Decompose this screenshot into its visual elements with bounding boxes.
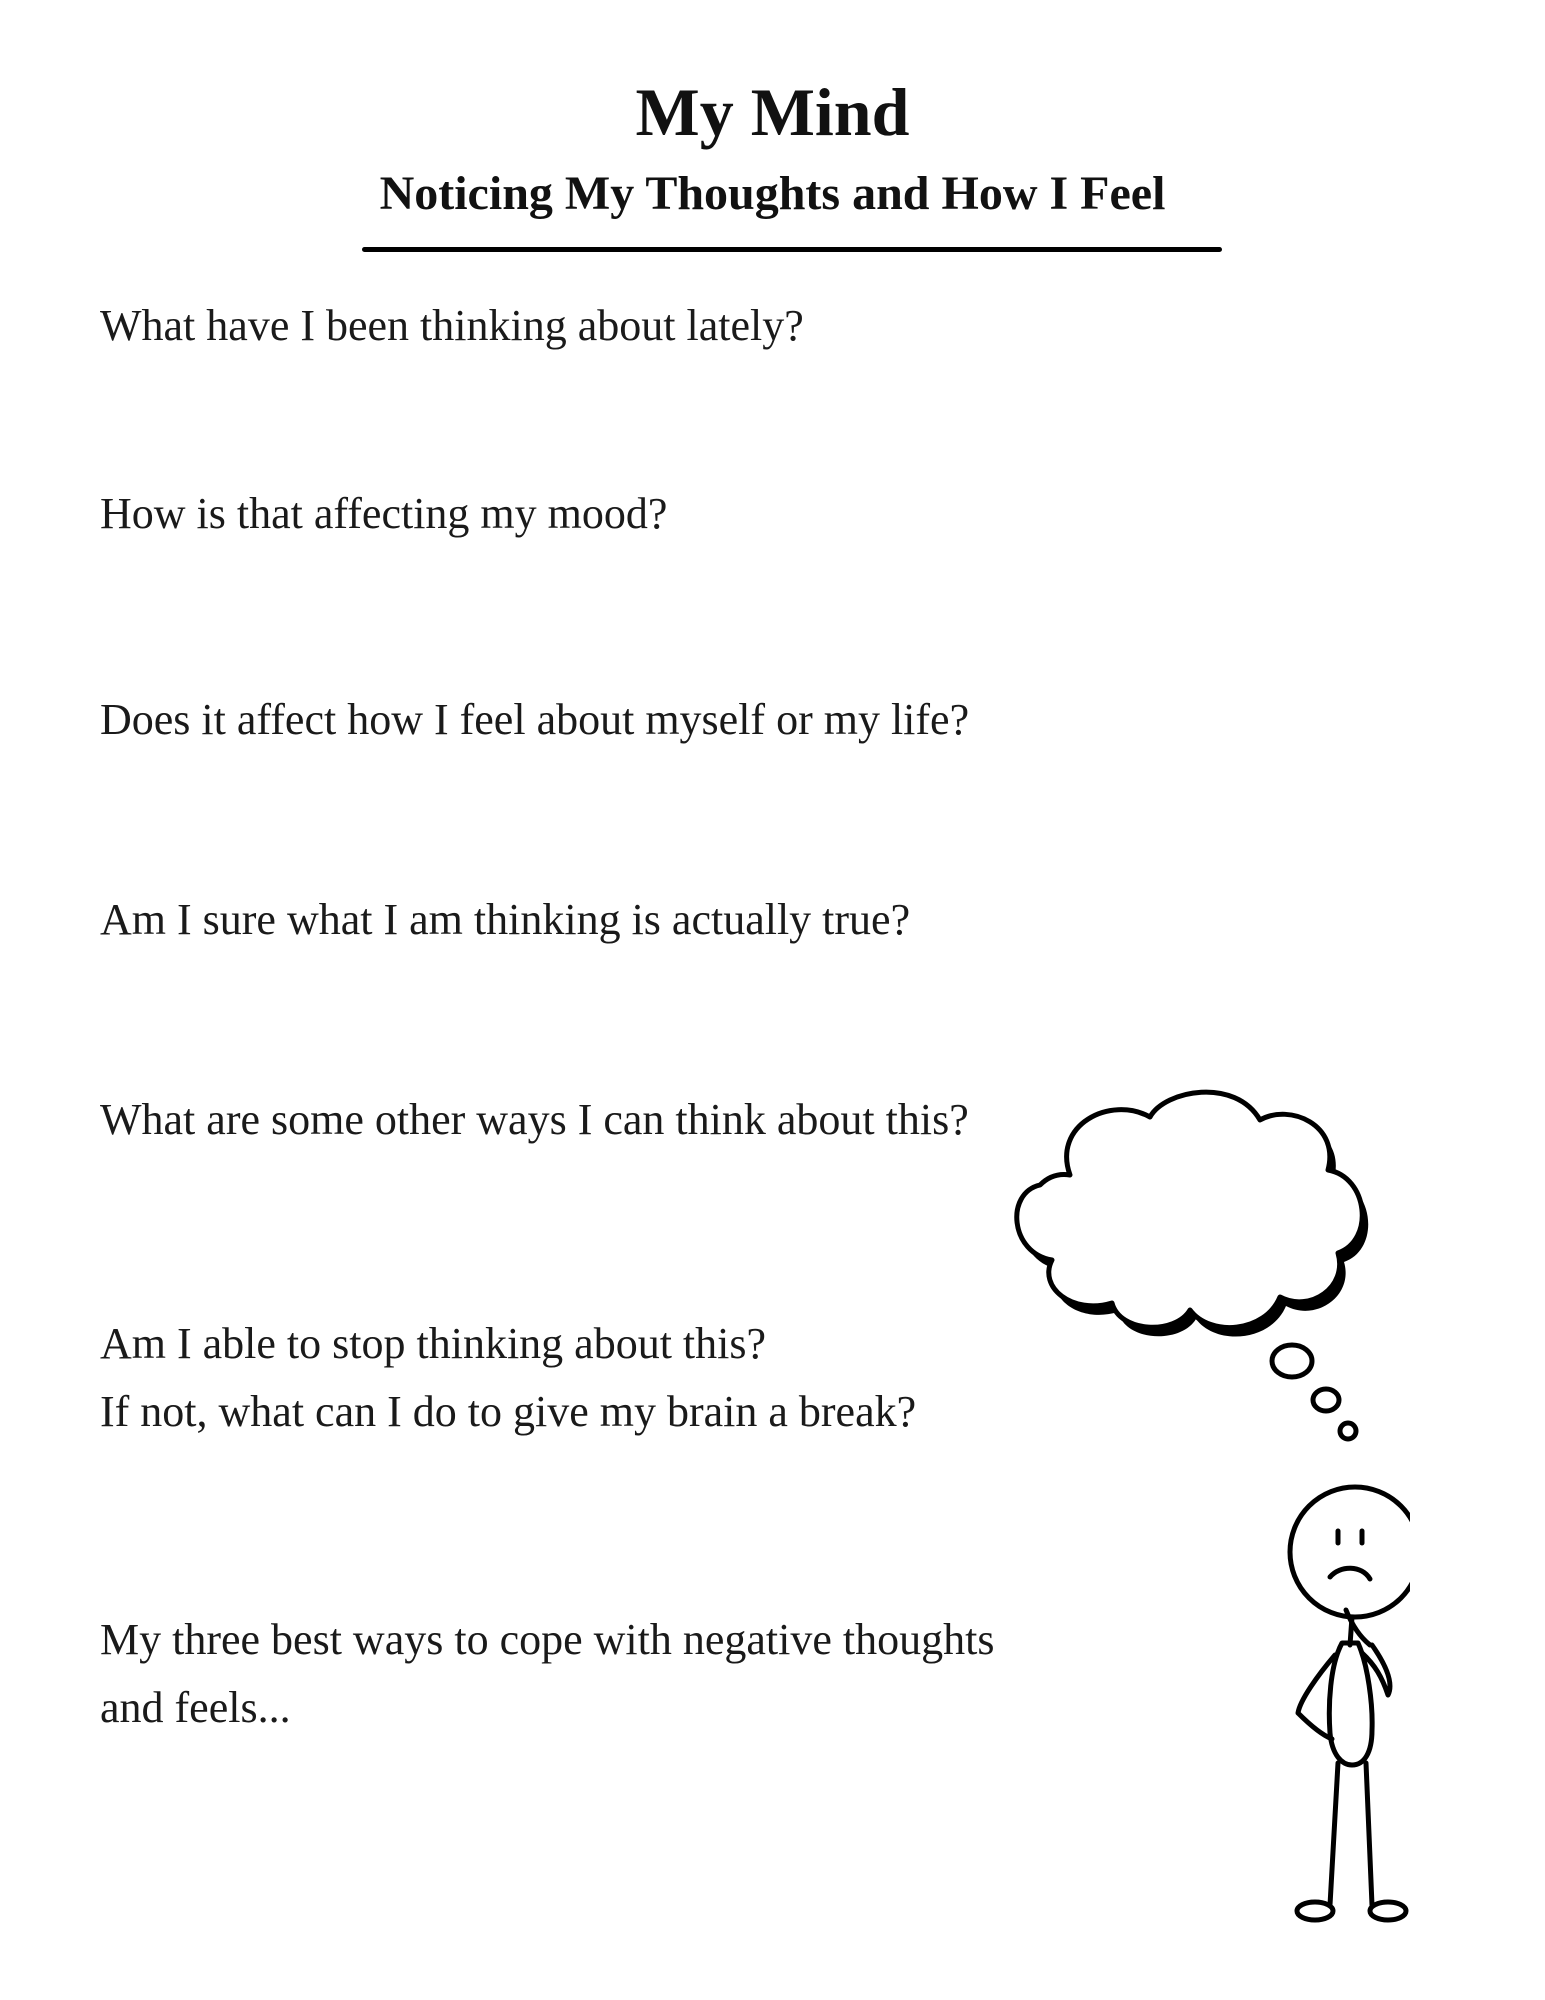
prompt-line: How is that affecting my mood? [100, 489, 668, 538]
page-title: My Mind [635, 74, 910, 150]
prompt-line: My three best ways to cope with negative thoughts [100, 1615, 995, 1664]
prompt-thinking-lately [100, 292, 1100, 360]
prompt-line: If not, what can I do to give my brain a break? [100, 1387, 917, 1436]
prompt-mood [100, 480, 1100, 548]
prompt-line: Am I sure what I am thinking is actually true? [100, 895, 911, 944]
prompt-line: What are some other ways I can think about this? [100, 1095, 969, 1144]
prompt-line: Am I able to stop thinking about this? [100, 1319, 767, 1368]
prompt-self-feeling [100, 686, 1100, 754]
title-underline [362, 247, 1222, 252]
prompt-line: and feels... [100, 1683, 291, 1732]
prompt-coping-ways [100, 1606, 1100, 1742]
thinking-stick-figure-icon [1290, 1487, 1410, 1920]
thought-bubble-icon [1017, 1092, 1368, 1439]
prompt-is-it-true [100, 886, 1100, 954]
page-subtitle: Noticing My Thoughts and How I Feel [379, 167, 1166, 220]
prompt-line: What have I been thinking about lately? [100, 301, 804, 350]
prompt-line: Does it affect how I feel about myself or my life? [100, 695, 970, 744]
prompt-other-ways [100, 1086, 1100, 1154]
thinking-illustration [990, 1065, 1410, 1925]
prompt-stop-thinking [100, 1310, 1100, 1446]
